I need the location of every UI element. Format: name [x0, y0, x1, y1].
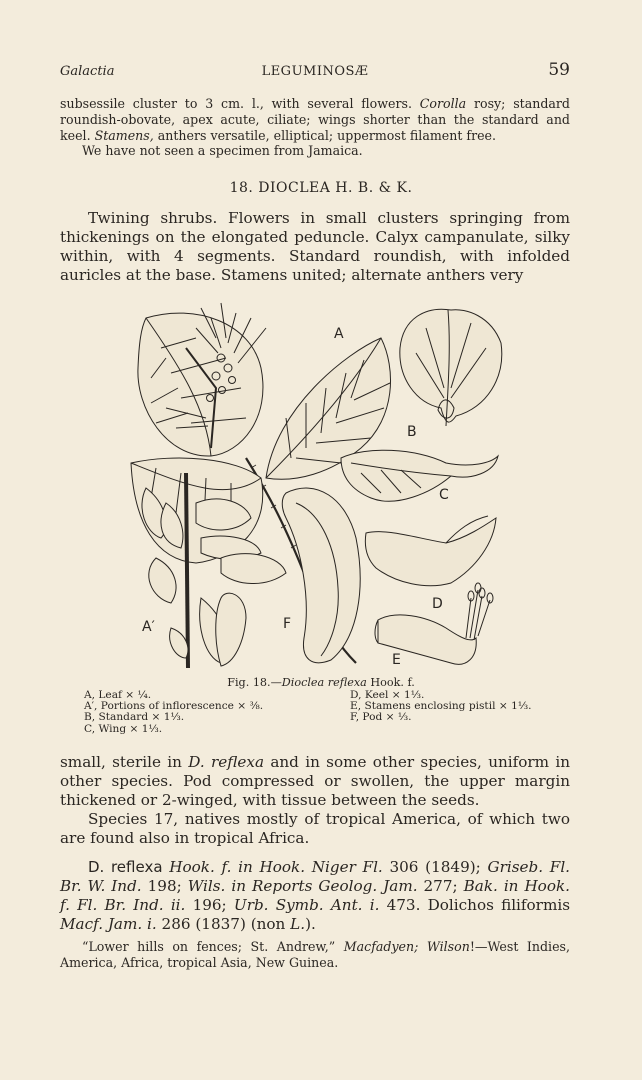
label-F: F — [283, 616, 292, 632]
dist-text-1: “Lower hills on fences; St. Andrew,” — [82, 939, 344, 954]
standard-B — [400, 309, 502, 426]
page-number: 59 — [548, 60, 570, 80]
citation-detail: 306 (1849); — [382, 858, 488, 876]
section-title: 18. DIOCLEA H. B. & K. — [229, 180, 413, 196]
pod-F — [282, 488, 360, 663]
figure-caption — [0, 676, 642, 689]
legend-item: F, Pod × ⅓. — [350, 711, 412, 724]
legend-item: A, Leaf × ¼. — [84, 689, 152, 701]
label-A-prime: A′ — [142, 619, 155, 635]
botanical-illustration — [126, 298, 512, 678]
citation: Urb. Symb. Ant. i. — [233, 896, 380, 914]
legend-right-column — [350, 690, 531, 724]
citation: Griseb. Fl. Br. W. Ind. — [60, 858, 571, 895]
citation-detail: 277; — [417, 877, 464, 895]
intro-text-1: subsessile cluster to 3 cm. l., with several flowers. — [60, 96, 420, 111]
caption-author: Hook. f. — [366, 676, 415, 689]
citation: Wils. in Reports Geolog. Jam. — [187, 877, 418, 895]
label-D: D — [432, 596, 443, 612]
distribution — [60, 939, 570, 971]
legend-item: A′, Portions of inflorescence × ⅜. — [84, 700, 264, 713]
upper-left-leaf — [138, 313, 263, 456]
keel-D — [365, 516, 496, 586]
citation-detail: 196; — [185, 896, 234, 914]
intro-corolla: Corolla — [419, 96, 467, 111]
citation: L. — [290, 915, 306, 933]
dist-text-2: !—West Indies, America, Africa, tropical Asia, New Guinea. — [60, 939, 570, 970]
citation-detail: 198; — [141, 877, 188, 895]
species-name: D. reflexa — [88, 858, 163, 876]
citation-detail: ). — [305, 915, 316, 933]
genus-description: Twining shrubs. Flowers in small clusters springing from thickenings on the elongated peduncle. Calyx campanulate, silky within, with 4 segments. Standard roundish, with infolded auricles at the base. Stamens united; alternate anthers very — [60, 209, 570, 284]
label-B: B — [407, 424, 417, 440]
intro-stamens: Stamens, — [94, 127, 154, 143]
illustration-svg — [126, 298, 512, 678]
header-genus: Galactia — [60, 64, 115, 79]
citation-detail: 286 (1837) (non — [156, 915, 291, 933]
header-family: LEGUMINOSÆ — [261, 64, 369, 79]
running-header — [60, 62, 570, 84]
genus-description-continued — [60, 753, 570, 810]
legend-item: B, Standard × 1⅓. — [84, 711, 185, 724]
citation: Macf. Jam. i. — [60, 915, 157, 933]
citation: Hook. f. in Hook. Niger Fl. — [169, 858, 383, 876]
legend-left-column — [84, 690, 263, 735]
species-count: Species 17, natives mostly of tropical America, of which two are found also in tropical Africa. — [60, 810, 570, 847]
label-E: E — [392, 652, 401, 668]
label-C: C — [439, 487, 449, 503]
wing-C — [341, 450, 498, 501]
intro-last-line: We have not seen a specimen from Jamaica. — [82, 143, 363, 159]
legend-item: C, Wing × 1⅓. — [84, 722, 163, 735]
caption-species: Dioclea reflexa — [281, 676, 367, 689]
cont-text-1: small, sterile in — [60, 753, 189, 771]
cont-species: D. reflexa — [188, 753, 265, 771]
legend-item: D, Keel × 1⅓. — [350, 689, 425, 701]
citation: Bak. in Hook. f. Fl. Br. Ind. ii. — [60, 877, 571, 914]
intro-text-3: anthers versatile, elliptical; uppermost filament free. — [153, 127, 496, 143]
species-entry — [60, 858, 570, 934]
legend-item: E, Stamens enclosing pistil × 1⅓. — [350, 700, 532, 713]
label-A: A — [334, 326, 344, 342]
intro-text-2: rosy; standard roundish-obovate, apex acute, ciliate; wings shorter than the standard and keel. — [60, 96, 570, 143]
dist-collectors: Macfadyen; Wilson — [343, 939, 470, 954]
cont-text-2: and in some other species, uniform in other species. Pod compressed or swollen, the upper margin thickened or 2-winged, with tissue between the seeds. — [60, 753, 571, 809]
intro-paragraph — [60, 96, 570, 159]
caption-prefix: Fig. 18.— — [227, 676, 282, 689]
citation-detail: 473. Dolichos filiformis — [379, 896, 570, 914]
